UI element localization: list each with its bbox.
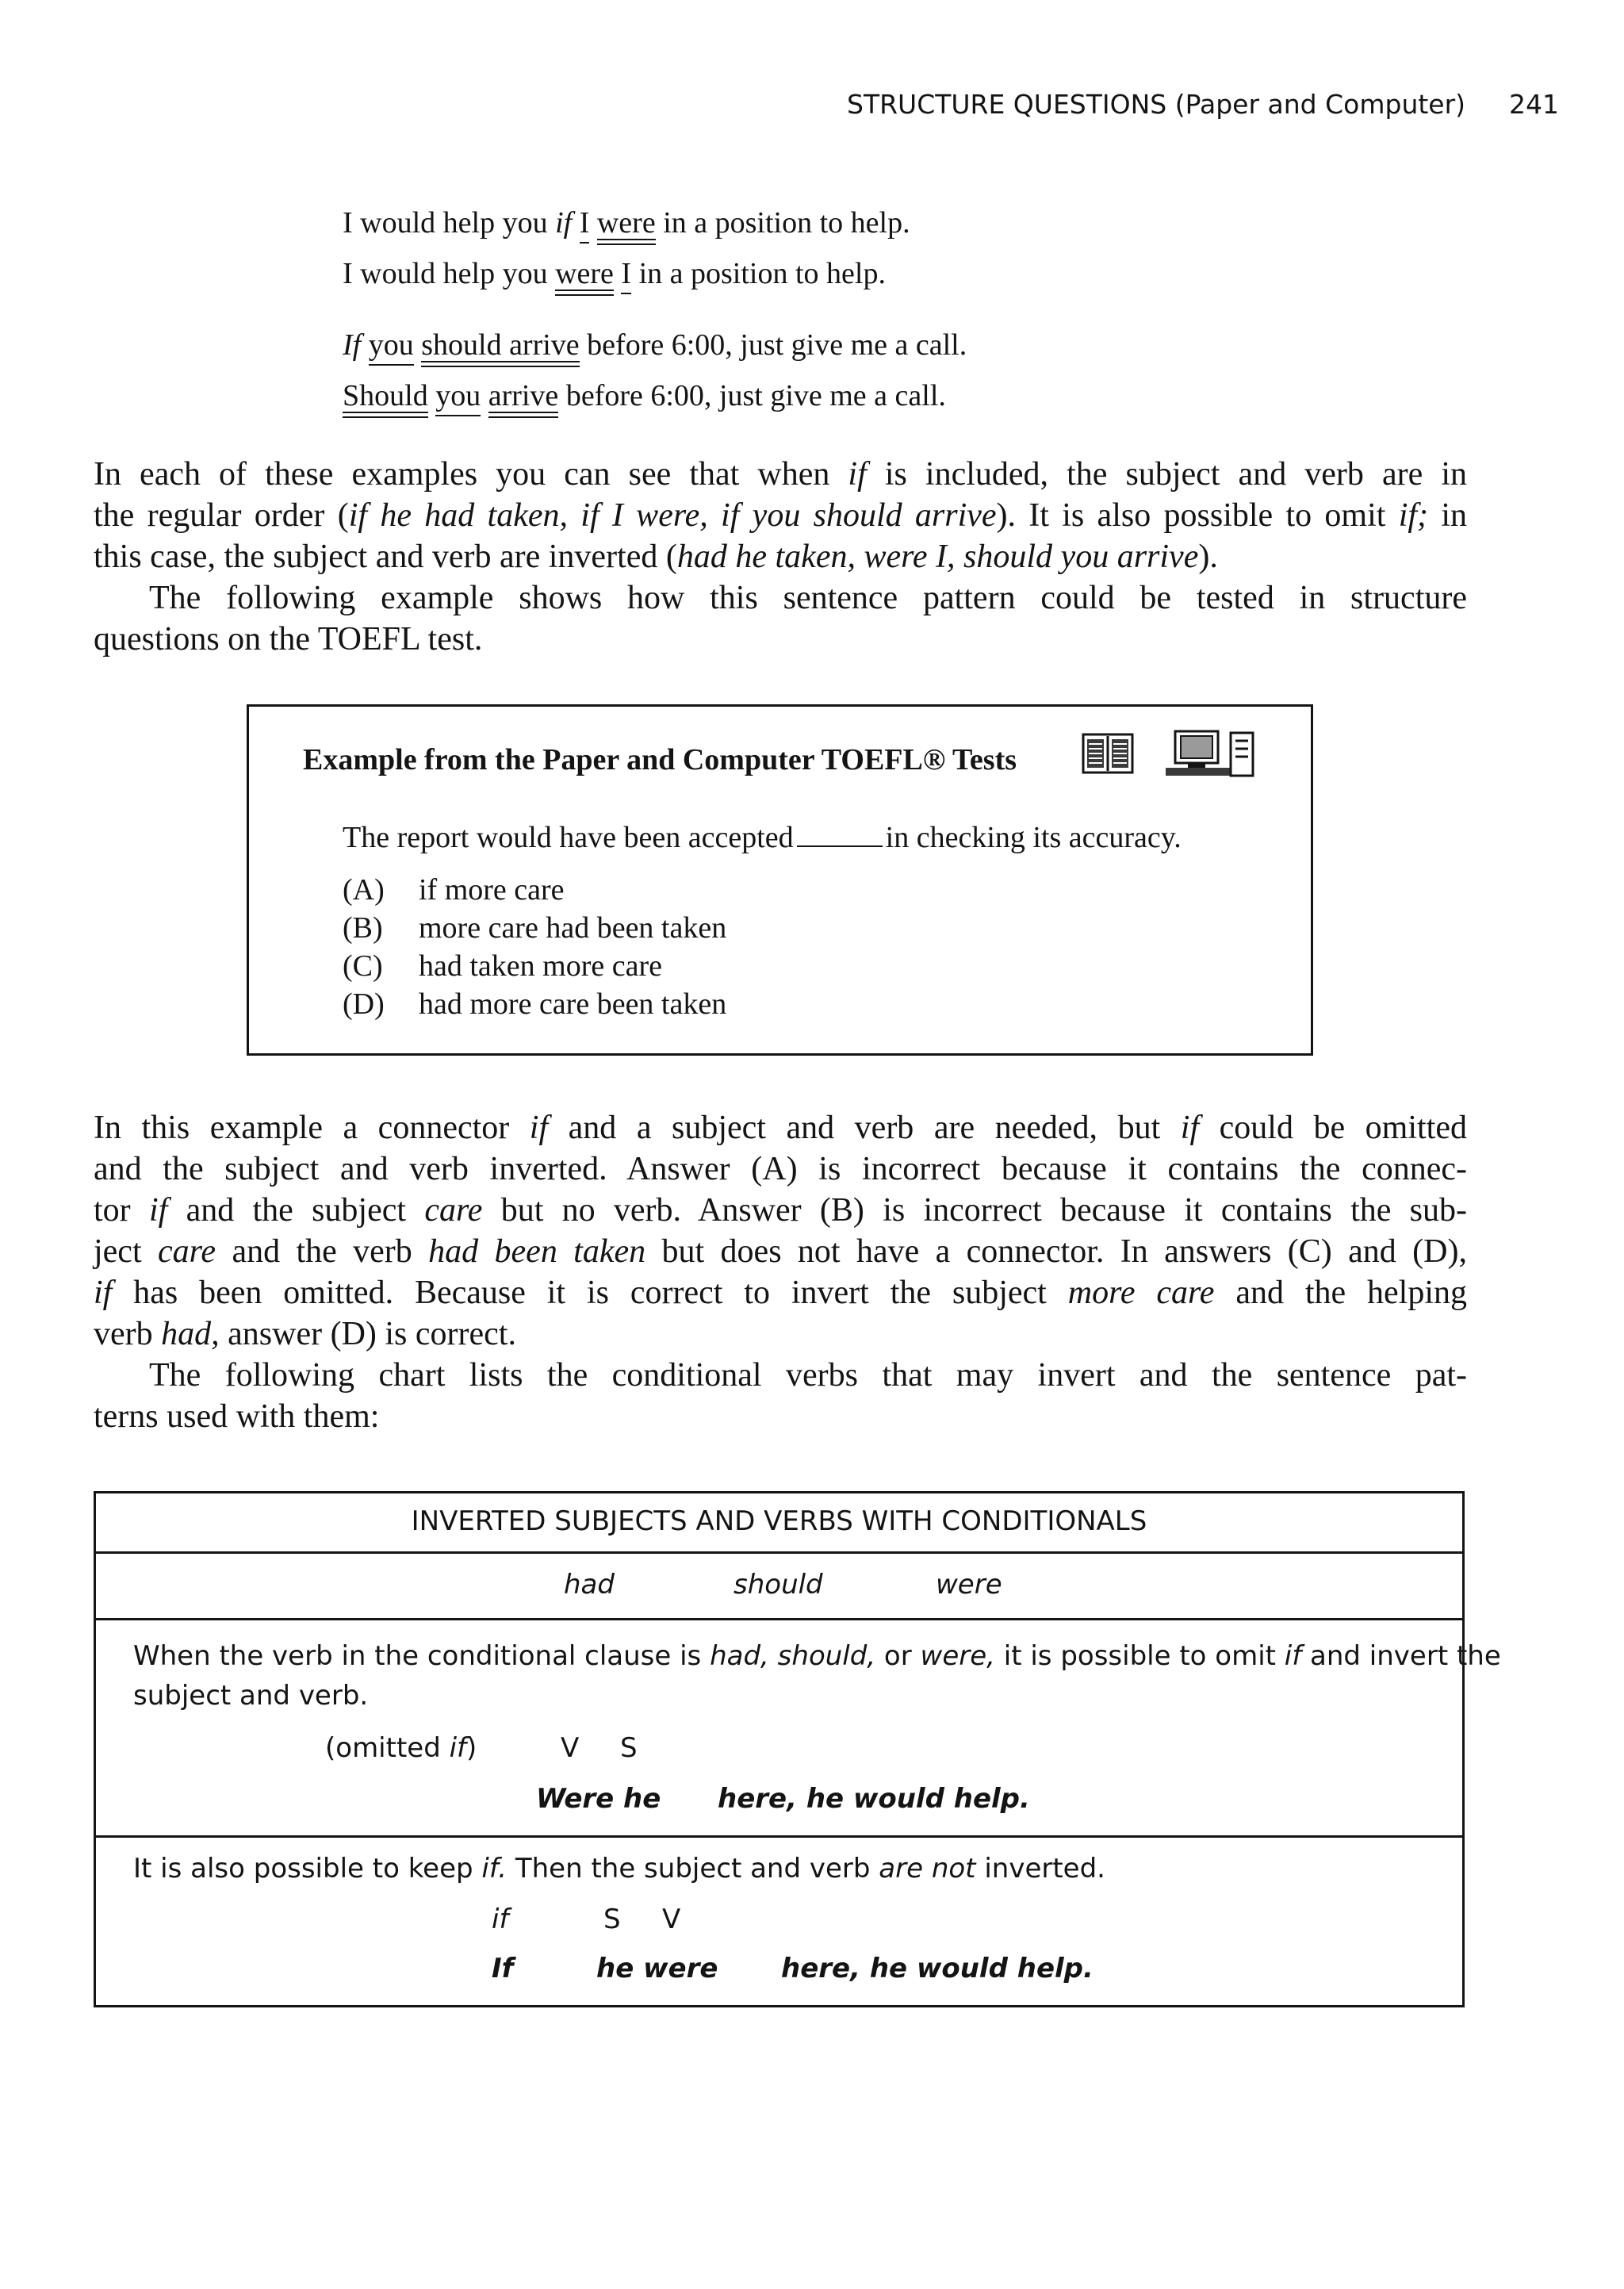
paragraph-line: ject care and the verb had been taken but does not have a connector. In answers (C) and (D), [94,1233,1467,1270]
option-letter: (C) [343,949,383,983]
pattern-subject: S [620,1732,638,1764]
option-text: had taken more care [419,949,662,983]
computer-icon [1164,730,1258,777]
space [414,328,422,362]
verb-double-underlined: were [596,206,656,240]
answer-option-d [343,987,898,1022]
example-sentence-3 [343,330,967,360]
pattern-example: he were [596,1953,718,1984]
paragraph-line: The following chart lists the conditional verbs that may invert and the sentence pat- [149,1357,1467,1394]
answer-explanation [94,1107,1467,1437]
paragraph-line: if has been omitted. Because it is correct to invert the subject more care and the helping [94,1275,1468,1311]
example-sentence-2 [343,259,886,289]
stem-text: in checking its accuracy. [885,821,1182,854]
option-letter: (A) [343,873,385,907]
option-text: if more care [419,873,565,907]
page-number: 241 [1509,89,1559,120]
answer-blank [797,845,883,847]
text: in a position to help. [655,206,910,240]
option-letter: (D) [343,987,385,1021]
pattern-verb: V [662,1904,681,1935]
chart-divider [94,1618,1465,1620]
pattern-example: Were he [536,1783,661,1815]
pattern-subject: S [603,1904,621,1935]
pattern-example: here, he would help. [781,1953,1094,1984]
space [572,206,580,240]
aux-double-underlined: Should [343,379,428,412]
book-icon [1082,733,1134,774]
paragraph-line: The following example shows how this sentence pattern could be tested in structure [149,580,1467,616]
text: before 6:00, just give me a call. [558,379,946,412]
subject-underlined: you [435,379,481,412]
pattern-example: here, he would help. [718,1783,1030,1815]
space [614,257,622,290]
answer-option-b [343,911,898,945]
subject-underlined: you [368,328,414,362]
verb-double-underlined: should arrive [421,328,580,362]
paragraph-line: the regular order (if he had taken, if I were, if you should arrive). It is also possible to omit if; in [94,497,1468,534]
if-word: If [343,328,362,362]
subject-underlined: I [579,206,590,240]
text: I would help you [343,206,556,240]
space [428,379,436,412]
rule-text: It is also possible to keep if. Then the subject and verb are not inverted. [133,1853,1105,1884]
running-head: STRUCTURE QUESTIONS (Paper and Computer) [847,89,1466,120]
text: I would help you [343,257,556,290]
chart-divider [94,1835,1465,1838]
answer-option-c [343,949,898,983]
pattern-if: if [492,1904,509,1935]
verb-double-underlined: arrive [488,379,559,412]
pattern-verb: V [561,1732,580,1764]
conditional-verb: should [733,1569,823,1601]
paragraph-line: In each of these examples you can see that when if is included, the subject and verb are in [94,456,1467,493]
rule-text: subject and verb. [133,1680,369,1712]
option-text: had more care been taken [419,987,727,1021]
space [589,206,597,240]
answer-option-a [343,872,898,907]
subject-underlined: I [621,257,632,290]
paragraph-line: questions on the TOEFL test. [94,621,483,658]
option-text: more care had been taken [419,911,727,945]
pattern-label: (omitted if) [325,1732,477,1764]
paragraph-line: tor if and the subject care but no verb. Answer (B) is incorrect because it contains the sub- [94,1192,1467,1229]
stem-text: The report would have been accepted [343,821,794,854]
option-letter: (B) [343,911,383,945]
text: before 6:00, just give me a call. [579,328,967,362]
explanation-paragraph [94,454,1467,660]
question-stem [343,820,1182,855]
paragraph-line: terns used with them: [94,1398,380,1435]
pattern-example: If [492,1953,514,1984]
paragraph-line: verb had, answer (D) is correct. [94,1316,516,1352]
text: in a position to help. [631,257,886,290]
paragraph-line: and the subject and verb inverted. Answer (A) is incorrect because it contains the connec- [94,1151,1467,1187]
conditional-verb: had [564,1569,615,1601]
chart-divider [94,1551,1465,1554]
chart-title: INVERTED SUBJECTS AND VERBS WITH CONDITIONALS [411,1505,1147,1537]
verb-double-underlined: were [555,257,614,290]
example-sentence-1 [343,208,910,238]
space [361,328,369,362]
conditional-verb: were [936,1569,1002,1601]
rule-text: When the verb in the conditional clause is had, should, or were, it is possible to omit if and invert the [133,1640,1501,1672]
example-sentence-4 [343,381,946,411]
example-box-title: Example from the Paper and Computer TOEFL® Tests [303,743,1017,776]
paragraph-line: In this example a connector if and a subject and verb are needed, but if could be omitted [94,1110,1467,1146]
if-word: if [555,206,573,240]
space [481,379,488,412]
paragraph-line: this case, the subject and verb are inverted (had he taken, were I, should you arrive). [94,539,1218,575]
